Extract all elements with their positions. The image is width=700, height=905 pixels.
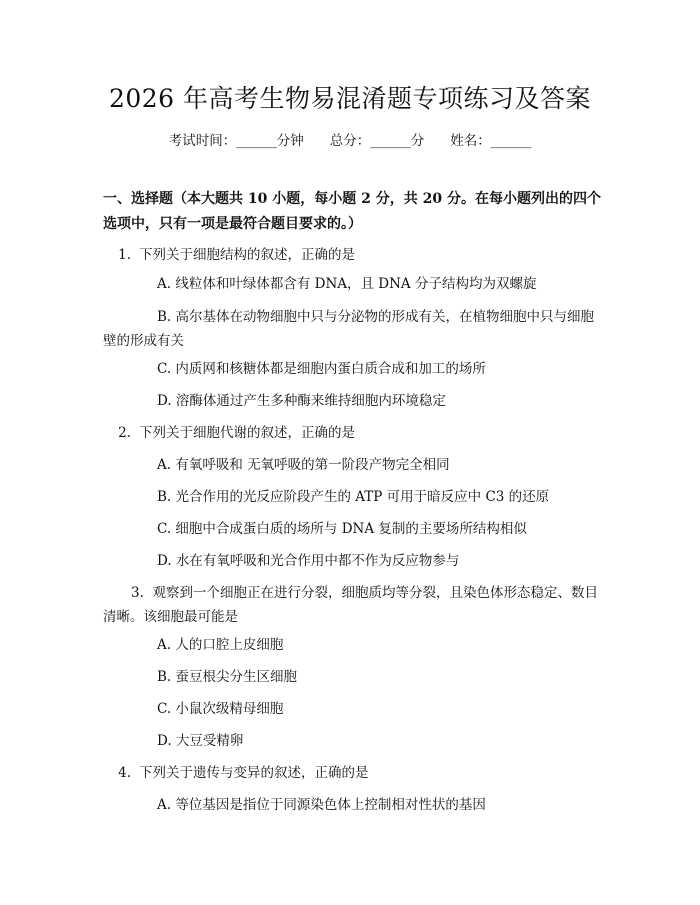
question-stem: 下列关于细胞代谢的叙述，正确的是 <box>139 425 355 441</box>
question-number: 4. <box>118 765 131 781</box>
option-3b: B. 蚕豆根尖分生区细胞 <box>157 669 298 685</box>
option-1d: D. 溶酶体通过产生多种酶来维持细胞内环境稳定 <box>157 393 446 409</box>
option-1b: B. 高尔基体在动物细胞中只与分泌物的形成有关，在植物细胞中只与细胞壁的形成有关 <box>103 309 595 349</box>
option-2c: C. 细胞中合成蛋白质的场所与 DNA 复制的主要场所结构相似 <box>157 521 527 537</box>
option-4a: A. 等位基因是指位于同源染色体上控制相对性状的基因 <box>157 797 486 813</box>
question-2 <box>103 421 603 445</box>
option-1a: A. 线粒体和叶绿体都含有 DNA，且 DNA 分子结构均为双螺旋 <box>157 276 537 292</box>
option-3c: C. 小鼠次级精母细胞 <box>157 701 284 717</box>
exam-meta <box>0 131 700 151</box>
option-2a: A. 有氧呼吸和 无氧呼吸的第一阶段产物完全相同 <box>157 457 450 473</box>
option-2d: D. 水在有氧呼吸和光合作用中都不作为反应物参与 <box>157 553 460 569</box>
question-number: 3. <box>131 585 144 601</box>
option-1c: C. 内质网和核糖体都是细胞内蛋白质合成和加工的场所 <box>157 361 486 377</box>
option-3a: A. 人的口腔上皮细胞 <box>157 637 284 653</box>
option-2b: B. 光合作用的光反应阶段产生的 ATP 可用于暗反应中 C3 的还原 <box>157 489 550 505</box>
question-stem: 观察到一个细胞正在进行分裂，细胞质均等分裂，且染色体形态稳定、数目清晰。该细胞最可能是 <box>103 585 598 625</box>
question-4 <box>103 761 603 785</box>
exam-time-label: 考试时间：______分钟 <box>168 133 304 149</box>
option-3d: D. 大豆受精卵 <box>157 733 244 749</box>
question-stem: 下列关于细胞结构的叙述，正确的是 <box>139 247 355 263</box>
page-title: 2026 年高考生物易混淆题专项练习及答案 <box>108 84 592 113</box>
total-score-label: 总分：______分 <box>329 133 425 149</box>
student-name-label: 姓名：______ <box>450 133 532 149</box>
question-number: 1. <box>118 247 131 263</box>
question-1 <box>103 243 603 267</box>
question-stem: 下列关于遗传与变异的叙述，正确的是 <box>139 765 369 781</box>
question-number: 2. <box>118 425 131 441</box>
question-3 <box>103 581 603 629</box>
section-heading: 一、选择题（本大题共 10 小题，每小题 2 分，共 20 分。在每小题列出的四个选项中，只有一项是最符合题目要求的。） <box>103 191 601 232</box>
